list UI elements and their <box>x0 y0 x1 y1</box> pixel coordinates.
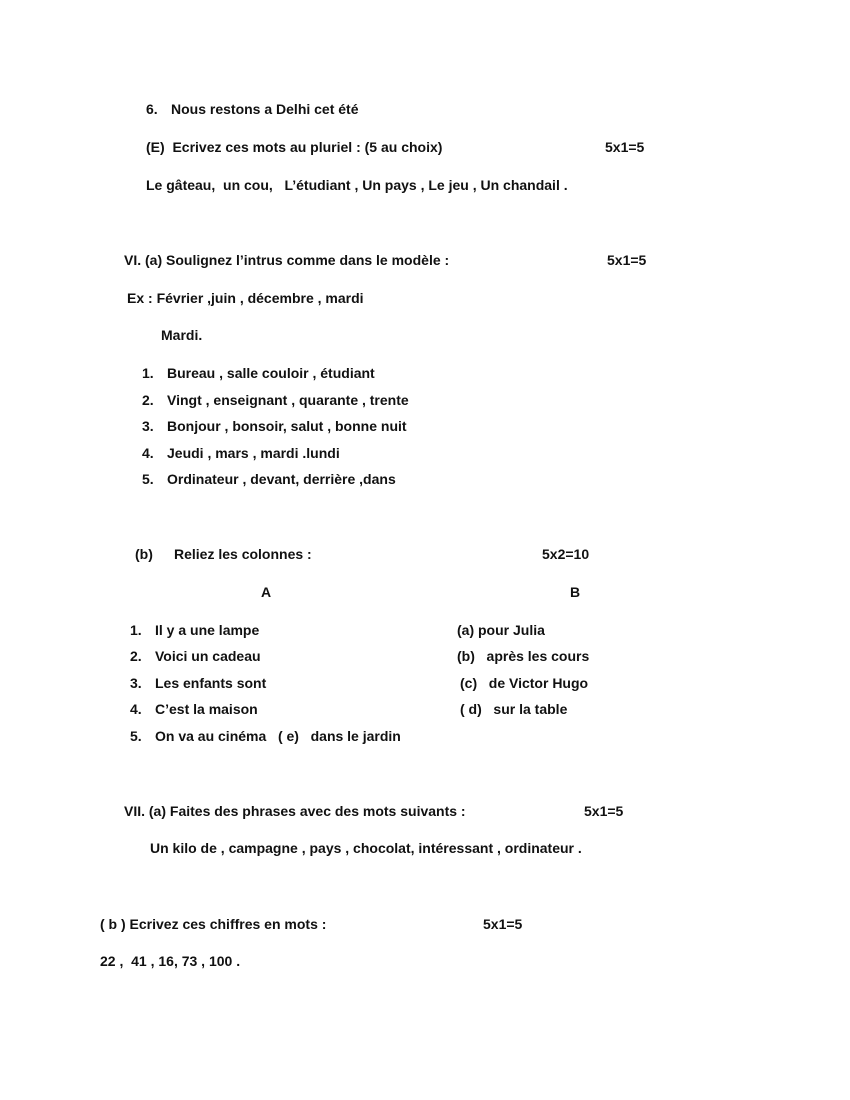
list-item: Voici un cadeau <box>155 648 261 664</box>
section-via-heading: VI. (a) Soulignez l’intrus comme dans le modèle : <box>124 252 450 268</box>
list-item: Bonjour , bonsoir, salut , bonne nuit <box>167 418 407 434</box>
section-viia-marks: 5x1=5 <box>584 803 624 819</box>
list-item-number: 5. <box>142 471 154 487</box>
list-item-number: 4. <box>142 445 154 461</box>
list-item: (b) après les cours <box>457 648 590 664</box>
list-item-number: 2. <box>142 392 154 408</box>
list-item: C’est la maison <box>155 701 258 717</box>
example-answer: Mardi. <box>161 327 203 343</box>
section-viia-heading: VII. (a) Faites des phrases avec des mots suivants : <box>124 803 466 819</box>
section-e-marks: 5x1=5 <box>605 139 645 155</box>
list-item-number: 2. <box>130 648 142 664</box>
section-viib-numbers: 22 , 41 , 16, 73 , 100 . <box>100 953 241 969</box>
column-b-header: B <box>570 584 581 600</box>
column-a-header: A <box>261 584 272 600</box>
list-item: Vingt , enseignant , quarante , trente <box>167 392 409 408</box>
section-viia-words: Un kilo de , campagne , pays , chocolat, intéressant , ordinateur . <box>150 840 582 856</box>
section-e-words: Le gâteau, un cou, L’étudiant , Un pays , Le jeu , Un chandail . <box>146 177 568 193</box>
list-item: Bureau , salle couloir , étudiant <box>167 365 375 381</box>
section-viib-marks: 5x1=5 <box>483 916 523 932</box>
sentence-text: Nous restons a Delhi cet été <box>171 101 359 117</box>
list-item: ( d) sur la table <box>460 701 568 717</box>
list-item: (a) pour Julia <box>457 622 545 638</box>
section-viib-heading: ( b ) Ecrivez ces chiffres en mots : <box>100 916 327 932</box>
list-item-number: 1. <box>142 365 154 381</box>
section-vib-heading: Reliez les colonnes : <box>174 546 312 562</box>
list-item-number: 1. <box>130 622 142 638</box>
list-item-number: 5. <box>130 728 142 744</box>
list-item: Jeudi , mars , mardi .lundi <box>167 445 340 461</box>
list-item-number: 3. <box>142 418 154 434</box>
list-item: (c) de Victor Hugo <box>460 675 589 691</box>
list-item: Il y a une lampe <box>155 622 260 638</box>
list-item-number: 3. <box>130 675 142 691</box>
section-e-heading: (E) Ecrivez ces mots au pluriel : (5 au choix) <box>146 139 443 155</box>
list-item-number: 4. <box>130 701 142 717</box>
item-number: 6. <box>146 101 158 117</box>
list-item: Ordinateur , devant, derrière ,dans <box>167 471 396 487</box>
section-via-marks: 5x1=5 <box>607 252 647 268</box>
section-vib-label: (b) <box>135 546 153 562</box>
list-item: On va au cinéma ( e) dans le jardin <box>155 728 401 744</box>
list-item: Les enfants sont <box>155 675 267 691</box>
example-line: Ex : Février ,juin , décembre , mardi <box>127 290 364 306</box>
section-vib-marks: 5x2=10 <box>542 546 590 562</box>
